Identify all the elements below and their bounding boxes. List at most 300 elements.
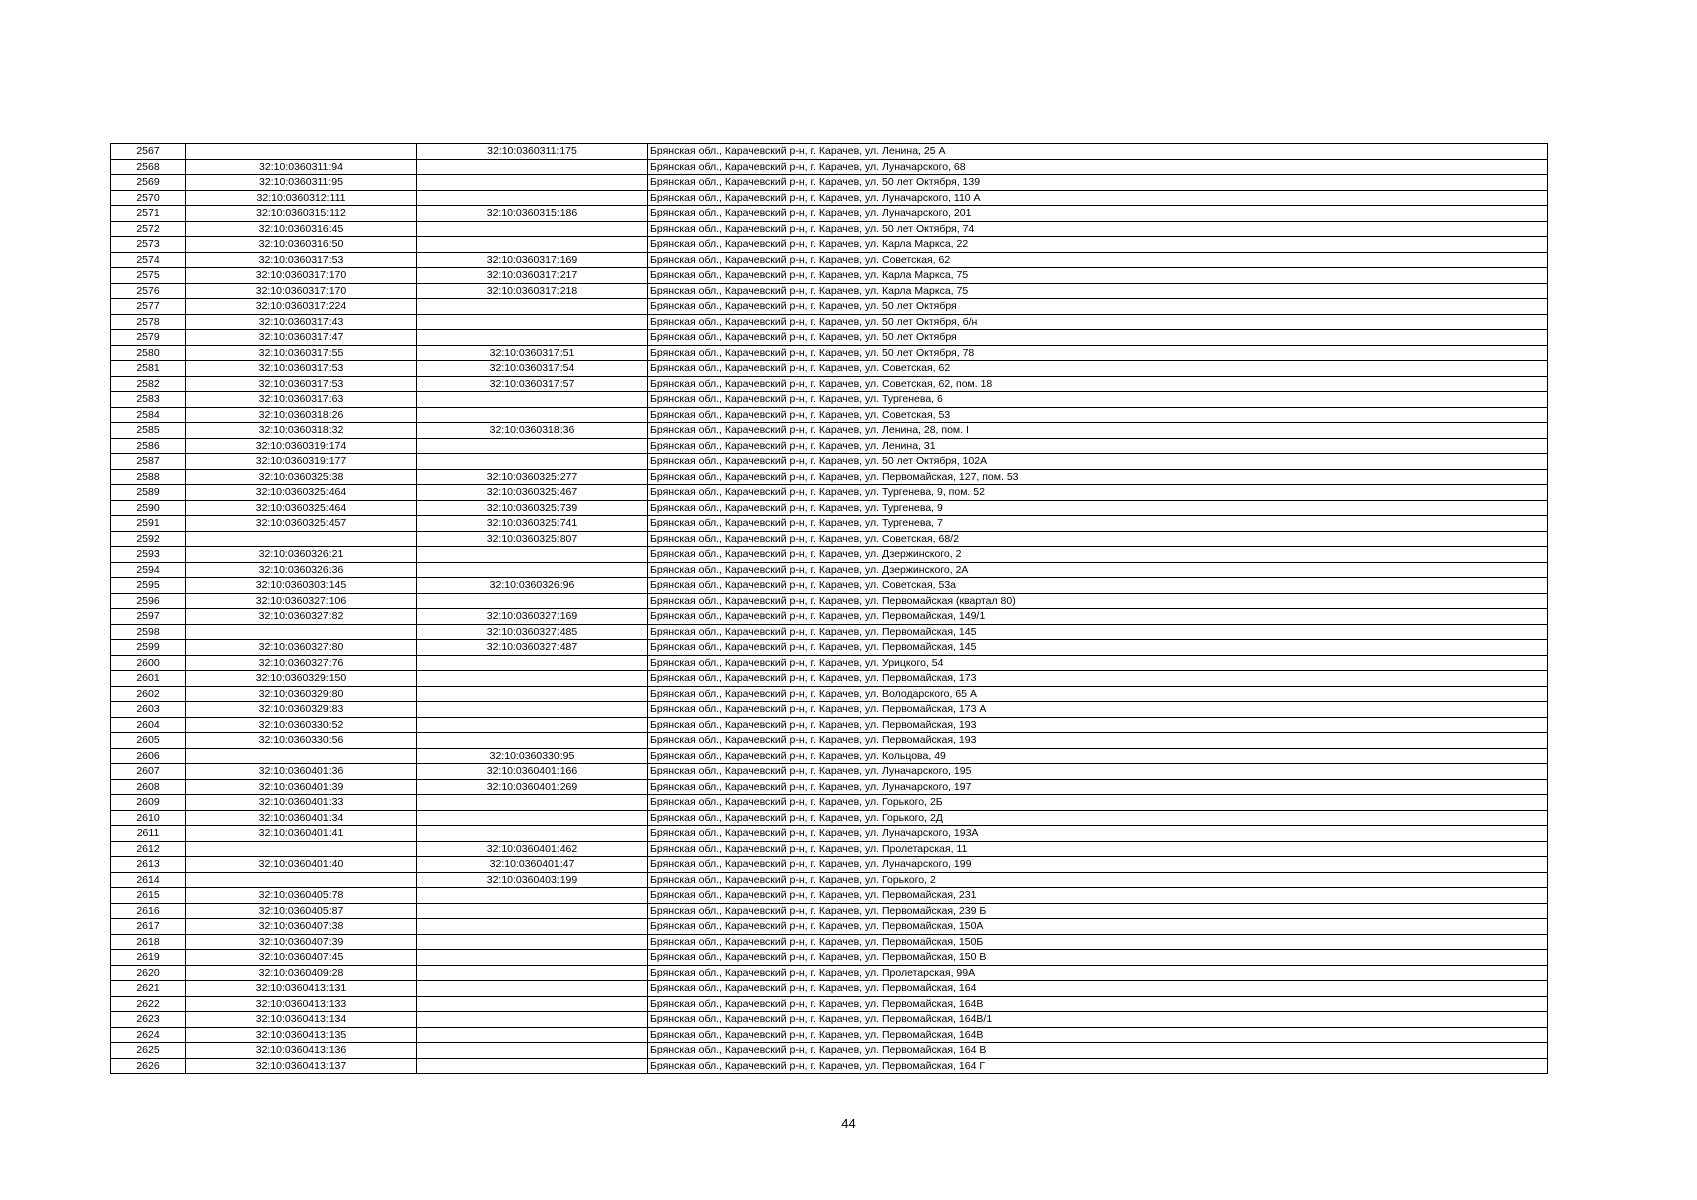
address-cell: Брянская обл., Карачевский р-н, г. Карачев, ул. Тургенева, 9, пом. 52	[648, 485, 1548, 501]
cadastral-number-cell	[186, 144, 417, 160]
related-cadastral-number-cell	[417, 981, 648, 997]
row-number-cell: 2617	[111, 919, 186, 935]
cadastral-number-cell: 32:10:0360407:38	[186, 919, 417, 935]
row-number-cell: 2572	[111, 221, 186, 237]
related-cadastral-number-cell	[417, 1043, 648, 1059]
related-cadastral-number-cell: 32:10:0360325:739	[417, 500, 648, 516]
table-row	[111, 981, 1548, 997]
cadastral-number-cell: 32:10:0360317:53	[186, 376, 417, 392]
row-number-cell: 2599	[111, 640, 186, 656]
cadastral-number-cell: 32:10:0360330:56	[186, 733, 417, 749]
cadastral-number-cell: 32:10:0360311:95	[186, 175, 417, 191]
address-cell: Брянская обл., Карачевский р-н, г. Карачев, ул. 50 лет Октября, 102А	[648, 454, 1548, 470]
row-number-cell: 2600	[111, 655, 186, 671]
related-cadastral-number-cell	[417, 562, 648, 578]
cadastral-number-cell: 32:10:0360317:53	[186, 361, 417, 377]
row-number-cell: 2574	[111, 252, 186, 268]
row-number-cell: 2603	[111, 702, 186, 718]
cadastral-number-cell: 32:10:0360401:33	[186, 795, 417, 811]
related-cadastral-number-cell: 32:10:0360317:169	[417, 252, 648, 268]
related-cadastral-number-cell	[417, 454, 648, 470]
table-row	[111, 593, 1548, 609]
cadastral-number-cell: 32:10:0360317:63	[186, 392, 417, 408]
row-number-cell: 2587	[111, 454, 186, 470]
related-cadastral-number-cell: 32:10:0360401:462	[417, 841, 648, 857]
address-cell: Брянская обл., Карачевский р-н, г. Карачев, ул. Ленина, 25 А	[648, 144, 1548, 160]
row-number-cell: 2608	[111, 779, 186, 795]
address-cell: Брянская обл., Карачевский р-н, г. Карачев, ул. Первомайская, 164В	[648, 996, 1548, 1012]
row-number-cell: 2610	[111, 810, 186, 826]
table-row	[111, 268, 1548, 284]
address-cell: Брянская обл., Карачевский р-н, г. Карачев, ул. Первомайская, 239 Б	[648, 903, 1548, 919]
table-row	[111, 423, 1548, 439]
table-row	[111, 469, 1548, 485]
row-number-cell: 2619	[111, 950, 186, 966]
row-number-cell: 2602	[111, 686, 186, 702]
address-cell: Брянская обл., Карачевский р-н, г. Карачев, ул. Первомайская, 145	[648, 640, 1548, 656]
table-row	[111, 903, 1548, 919]
row-number-cell: 2626	[111, 1058, 186, 1074]
row-number-cell: 2594	[111, 562, 186, 578]
row-number-cell: 2569	[111, 175, 186, 191]
page-number: 44	[841, 1116, 856, 1131]
row-number-cell: 2613	[111, 857, 186, 873]
cadastral-number-cell: 32:10:0360329:150	[186, 671, 417, 687]
cadastral-number-cell	[186, 531, 417, 547]
row-number-cell: 2623	[111, 1012, 186, 1028]
row-number-cell: 2584	[111, 407, 186, 423]
row-number-cell: 2624	[111, 1027, 186, 1043]
related-cadastral-number-cell	[417, 950, 648, 966]
row-number-cell: 2588	[111, 469, 186, 485]
table-row	[111, 609, 1548, 625]
address-cell: Брянская обл., Карачевский р-н, г. Карачев, ул. 50 лет Октября, 74	[648, 221, 1548, 237]
row-number-cell: 2576	[111, 283, 186, 299]
address-cell: Брянская обл., Карачевский р-н, г. Карачев, ул. Пролетарская, 11	[648, 841, 1548, 857]
table-row	[111, 206, 1548, 222]
row-number-cell: 2609	[111, 795, 186, 811]
address-cell: Брянская обл., Карачевский р-н, г. Карачев, ул. Карла Маркса, 75	[648, 268, 1548, 284]
cadastral-number-cell: 32:10:0360413:137	[186, 1058, 417, 1074]
address-cell: Брянская обл., Карачевский р-н, г. Карачев, ул. Первомайская, 149/1	[648, 609, 1548, 625]
related-cadastral-number-cell	[417, 221, 648, 237]
related-cadastral-number-cell	[417, 1058, 648, 1074]
cadastral-number-cell	[186, 872, 417, 888]
cadastral-number-cell: 32:10:0360312:111	[186, 190, 417, 206]
table-row	[111, 1043, 1548, 1059]
table-row	[111, 702, 1548, 718]
row-number-cell: 2590	[111, 500, 186, 516]
address-cell: Брянская обл., Карачевский р-н, г. Карачев, ул. Первомайская, 150А	[648, 919, 1548, 935]
row-number-cell: 2606	[111, 748, 186, 764]
cadastral-number-cell: 32:10:0360407:39	[186, 934, 417, 950]
row-number-cell: 2620	[111, 965, 186, 981]
address-cell: Брянская обл., Карачевский р-н, г. Карачев, ул. Дзержинского, 2А	[648, 562, 1548, 578]
row-number-cell: 2607	[111, 764, 186, 780]
address-cell: Брянская обл., Карачевский р-н, г. Карачев, ул. 50 лет Октября	[648, 330, 1548, 346]
address-cell: Брянская обл., Карачевский р-н, г. Карачев, ул. 50 лет Октября, 78	[648, 345, 1548, 361]
related-cadastral-number-cell	[417, 965, 648, 981]
address-cell: Брянская обл., Карачевский р-н, г. Карачев, ул. Горького, 2Б	[648, 795, 1548, 811]
address-cell: Брянская обл., Карачевский р-н, г. Карачев, ул. Тургенева, 6	[648, 392, 1548, 408]
table-row	[111, 438, 1548, 454]
address-cell: Брянская обл., Карачевский р-н, г. Карачев, ул. Советская, 62	[648, 252, 1548, 268]
cadastral-number-cell: 32:10:0360413:135	[186, 1027, 417, 1043]
table-row	[111, 640, 1548, 656]
address-cell: Брянская обл., Карачевский р-н, г. Карачев, ул. Советская, 68/2	[648, 531, 1548, 547]
cadastral-number-cell	[186, 624, 417, 640]
row-number-cell: 2586	[111, 438, 186, 454]
row-number-cell: 2585	[111, 423, 186, 439]
row-number-cell: 2577	[111, 299, 186, 315]
cadastral-number-cell: 32:10:0360330:52	[186, 717, 417, 733]
cadastral-number-cell: 32:10:0360327:82	[186, 609, 417, 625]
address-cell: Брянская обл., Карачевский р-н, г. Карачев, ул. Луначарского, 68	[648, 159, 1548, 175]
related-cadastral-number-cell: 32:10:0360401:47	[417, 857, 648, 873]
address-cell: Брянская обл., Карачевский р-н, г. Карачев, ул. Луначарского, 195	[648, 764, 1548, 780]
address-cell: Брянская обл., Карачевский р-н, г. Карачев, ул. Советская, 53	[648, 407, 1548, 423]
related-cadastral-number-cell: 32:10:0360317:57	[417, 376, 648, 392]
row-number-cell: 2593	[111, 547, 186, 563]
cadastral-number-cell: 32:10:0360303:145	[186, 578, 417, 594]
cadastral-number-cell	[186, 841, 417, 857]
related-cadastral-number-cell: 32:10:0360327:485	[417, 624, 648, 640]
address-cell: Брянская обл., Карачевский р-н, г. Карачев, ул. Первомайская, 193	[648, 717, 1548, 733]
table-row	[111, 965, 1548, 981]
cadastral-number-cell: 32:10:0360401:41	[186, 826, 417, 842]
row-number-cell: 2601	[111, 671, 186, 687]
table-row	[111, 547, 1548, 563]
table-row	[111, 733, 1548, 749]
row-number-cell: 2615	[111, 888, 186, 904]
related-cadastral-number-cell: 32:10:0360315:186	[417, 206, 648, 222]
related-cadastral-number-cell: 32:10:0360327:487	[417, 640, 648, 656]
related-cadastral-number-cell	[417, 314, 648, 330]
cadastral-number-cell: 32:10:0360405:87	[186, 903, 417, 919]
row-number-cell: 2580	[111, 345, 186, 361]
table-row	[111, 1012, 1548, 1028]
table-row	[111, 159, 1548, 175]
cadastral-number-cell: 32:10:0360317:55	[186, 345, 417, 361]
cadastral-number-cell: 32:10:0360401:36	[186, 764, 417, 780]
table-row	[111, 376, 1548, 392]
table-row	[111, 872, 1548, 888]
table-row	[111, 655, 1548, 671]
table-row	[111, 190, 1548, 206]
cadastral-number-cell: 32:10:0360317:53	[186, 252, 417, 268]
address-cell: Брянская обл., Карачевский р-н, г. Карачев, ул. Луначарского, 199	[648, 857, 1548, 873]
table-row	[111, 686, 1548, 702]
row-number-cell: 2614	[111, 872, 186, 888]
table-row	[111, 500, 1548, 516]
address-cell: Брянская обл., Карачевский р-н, г. Карачев, ул. Первомайская, 150 В	[648, 950, 1548, 966]
related-cadastral-number-cell: 32:10:0360317:51	[417, 345, 648, 361]
related-cadastral-number-cell	[417, 190, 648, 206]
cadastral-number-cell: 32:10:0360317:224	[186, 299, 417, 315]
related-cadastral-number-cell	[417, 407, 648, 423]
cadastral-number-cell: 32:10:0360316:45	[186, 221, 417, 237]
row-number-cell: 2581	[111, 361, 186, 377]
cadastral-number-cell: 32:10:0360319:174	[186, 438, 417, 454]
related-cadastral-number-cell: 32:10:0360330:95	[417, 748, 648, 764]
related-cadastral-number-cell: 32:10:0360317:54	[417, 361, 648, 377]
row-number-cell: 2598	[111, 624, 186, 640]
address-cell: Брянская обл., Карачевский р-н, г. Карачев, ул. Горького, 2Д	[648, 810, 1548, 826]
row-number-cell: 2625	[111, 1043, 186, 1059]
related-cadastral-number-cell	[417, 795, 648, 811]
address-cell: Брянская обл., Карачевский р-н, г. Карачев, ул. Первомайская, 164 Г	[648, 1058, 1548, 1074]
table-row	[111, 283, 1548, 299]
cadastral-number-cell: 32:10:0360311:94	[186, 159, 417, 175]
table-row	[111, 919, 1548, 935]
cadastral-number-cell: 32:10:0360317:43	[186, 314, 417, 330]
related-cadastral-number-cell: 32:10:0360317:218	[417, 283, 648, 299]
table-row	[111, 345, 1548, 361]
address-cell: Брянская обл., Карачевский р-н, г. Карачев, ул. Карла Маркса, 75	[648, 283, 1548, 299]
table-row	[111, 624, 1548, 640]
cadastral-number-cell: 32:10:0360318:26	[186, 407, 417, 423]
row-number-cell: 2567	[111, 144, 186, 160]
address-cell: Брянская обл., Карачевский р-н, г. Карачев, ул. Ленина, 28, пом. I	[648, 423, 1548, 439]
cadastral-number-cell: 32:10:0360329:83	[186, 702, 417, 718]
row-number-cell: 2583	[111, 392, 186, 408]
table-row	[111, 717, 1548, 733]
cadastral-number-cell: 32:10:0360327:76	[186, 655, 417, 671]
row-number-cell: 2571	[111, 206, 186, 222]
address-cell: Брянская обл., Карачевский р-н, г. Карачев, ул. Первомайская, 127, пом. 53	[648, 469, 1548, 485]
address-cell: Брянская обл., Карачевский р-н, г. Карачев, ул. Советская, 62, пом. 18	[648, 376, 1548, 392]
table-row	[111, 454, 1548, 470]
related-cadastral-number-cell	[417, 159, 648, 175]
related-cadastral-number-cell	[417, 888, 648, 904]
cadastral-number-cell: 32:10:0360413:134	[186, 1012, 417, 1028]
cadastral-number-cell: 32:10:0360413:131	[186, 981, 417, 997]
table-row	[111, 221, 1548, 237]
table-row	[111, 950, 1548, 966]
related-cadastral-number-cell	[417, 330, 648, 346]
related-cadastral-number-cell: 32:10:0360311:175	[417, 144, 648, 160]
table-row	[111, 888, 1548, 904]
cadastral-number-cell: 32:10:0360413:136	[186, 1043, 417, 1059]
cadastral-number-cell: 32:10:0360401:39	[186, 779, 417, 795]
table-row	[111, 996, 1548, 1012]
row-number-cell: 2575	[111, 268, 186, 284]
table-row	[111, 934, 1548, 950]
related-cadastral-number-cell	[417, 686, 648, 702]
table-row	[111, 485, 1548, 501]
row-number-cell: 2611	[111, 826, 186, 842]
cadastral-number-cell: 32:10:0360326:21	[186, 547, 417, 563]
row-number-cell: 2595	[111, 578, 186, 594]
address-cell: Брянская обл., Карачевский р-н, г. Карачев, ул. Урицкого, 54	[648, 655, 1548, 671]
row-number-cell: 2612	[111, 841, 186, 857]
table-row	[111, 857, 1548, 873]
address-cell: Брянская обл., Карачевский р-н, г. Карачев, ул. Тургенева, 9	[648, 500, 1548, 516]
cadastral-number-cell: 32:10:0360317:170	[186, 283, 417, 299]
related-cadastral-number-cell	[417, 1012, 648, 1028]
address-cell: Брянская обл., Карачевский р-н, г. Карачев, ул. Володарского, 65 А	[648, 686, 1548, 702]
cadastral-number-cell: 32:10:0360325:38	[186, 469, 417, 485]
address-cell: Брянская обл., Карачевский р-н, г. Карачев, ул. Первомайская, 164 В	[648, 1043, 1548, 1059]
related-cadastral-number-cell: 32:10:0360325:467	[417, 485, 648, 501]
address-cell: Брянская обл., Карачевский р-н, г. Карачев, ул. Первомайская, 231	[648, 888, 1548, 904]
row-number-cell: 2582	[111, 376, 186, 392]
table-row	[111, 237, 1548, 253]
related-cadastral-number-cell	[417, 996, 648, 1012]
related-cadastral-number-cell	[417, 438, 648, 454]
row-number-cell: 2621	[111, 981, 186, 997]
related-cadastral-number-cell	[417, 702, 648, 718]
cadastral-number-cell: 32:10:0360327:106	[186, 593, 417, 609]
row-number-cell: 2604	[111, 717, 186, 733]
cadastral-number-cell: 32:10:0360317:47	[186, 330, 417, 346]
table-row	[111, 1058, 1548, 1074]
cadastral-number-cell	[186, 748, 417, 764]
row-number-cell: 2568	[111, 159, 186, 175]
row-number-cell: 2605	[111, 733, 186, 749]
row-number-cell: 2578	[111, 314, 186, 330]
cadastral-number-cell: 32:10:0360413:133	[186, 996, 417, 1012]
related-cadastral-number-cell: 32:10:0360318:36	[417, 423, 648, 439]
cadastral-number-cell: 32:10:0360407:45	[186, 950, 417, 966]
related-cadastral-number-cell	[417, 547, 648, 563]
cadastral-number-cell: 32:10:0360318:32	[186, 423, 417, 439]
address-cell: Брянская обл., Карачевский р-н, г. Карачев, ул. Первомайская, 173	[648, 671, 1548, 687]
related-cadastral-number-cell	[417, 655, 648, 671]
table-row	[111, 578, 1548, 594]
related-cadastral-number-cell	[417, 237, 648, 253]
cadastral-number-cell: 32:10:0360326:36	[186, 562, 417, 578]
related-cadastral-number-cell: 32:10:0360325:741	[417, 516, 648, 532]
related-cadastral-number-cell: 32:10:0360326:96	[417, 578, 648, 594]
table-row	[111, 795, 1548, 811]
address-cell: Брянская обл., Карачевский р-н, г. Карачев, ул. 50 лет Октября, б/н	[648, 314, 1548, 330]
cadastral-number-cell: 32:10:0360401:40	[186, 857, 417, 873]
table-row	[111, 562, 1548, 578]
row-number-cell: 2573	[111, 237, 186, 253]
table-row	[111, 299, 1548, 315]
address-cell: Брянская обл., Карачевский р-н, г. Карачев, ул. Луначарского, 197	[648, 779, 1548, 795]
row-number-cell: 2591	[111, 516, 186, 532]
related-cadastral-number-cell: 32:10:0360325:807	[417, 531, 648, 547]
address-cell: Брянская обл., Карачевский р-н, г. Карачев, ул. Первомайская, 193	[648, 733, 1548, 749]
address-cell: Брянская обл., Карачевский р-н, г. Карачев, ул. Дзержинского, 2	[648, 547, 1548, 563]
table-row	[111, 407, 1548, 423]
cadastral-number-cell: 32:10:0360401:34	[186, 810, 417, 826]
row-number-cell: 2570	[111, 190, 186, 206]
related-cadastral-number-cell	[417, 934, 648, 950]
table-row	[111, 175, 1548, 191]
cadastral-number-cell: 32:10:0360409:28	[186, 965, 417, 981]
table-row	[111, 314, 1548, 330]
table-row	[111, 841, 1548, 857]
related-cadastral-number-cell	[417, 671, 648, 687]
cadastral-number-cell: 32:10:0360315:112	[186, 206, 417, 222]
address-cell: Брянская обл., Карачевский р-н, г. Карачев, ул. Первомайская (квартал 80)	[648, 593, 1548, 609]
address-cell: Брянская обл., Карачевский р-н, г. Карачев, ул. 50 лет Октября	[648, 299, 1548, 315]
row-number-cell: 2589	[111, 485, 186, 501]
related-cadastral-number-cell	[417, 919, 648, 935]
related-cadastral-number-cell	[417, 903, 648, 919]
property-registry-table	[110, 143, 1548, 1074]
cadastral-number-cell: 32:10:0360405:78	[186, 888, 417, 904]
table-row	[111, 516, 1548, 532]
address-cell: Брянская обл., Карачевский р-н, г. Карачев, ул. Луначарского, 193А	[648, 826, 1548, 842]
address-cell: Брянская обл., Карачевский р-н, г. Карачев, ул. Первомайская, 164В	[648, 1027, 1548, 1043]
address-cell: Брянская обл., Карачевский р-н, г. Карачев, ул. Кольцова, 49	[648, 748, 1548, 764]
address-cell: Брянская обл., Карачевский р-н, г. Карачев, ул. Пролетарская, 99А	[648, 965, 1548, 981]
address-cell: Брянская обл., Карачевский р-н, г. Карачев, ул. Советская, 53а	[648, 578, 1548, 594]
cadastral-number-cell: 32:10:0360325:464	[186, 485, 417, 501]
related-cadastral-number-cell	[417, 826, 648, 842]
cadastral-number-cell: 32:10:0360325:464	[186, 500, 417, 516]
row-number-cell: 2616	[111, 903, 186, 919]
address-cell: Брянская обл., Карачевский р-н, г. Карачев, ул. Советская, 62	[648, 361, 1548, 377]
address-cell: Брянская обл., Карачевский р-н, г. Карачев, ул. Первомайская, 145	[648, 624, 1548, 640]
related-cadastral-number-cell: 32:10:0360401:269	[417, 779, 648, 795]
address-cell: Брянская обл., Карачевский р-н, г. Карачев, ул. Первомайская, 150Б	[648, 934, 1548, 950]
row-number-cell: 2596	[111, 593, 186, 609]
related-cadastral-number-cell: 32:10:0360403:199	[417, 872, 648, 888]
related-cadastral-number-cell	[417, 392, 648, 408]
row-number-cell: 2622	[111, 996, 186, 1012]
related-cadastral-number-cell	[417, 733, 648, 749]
table-row	[111, 764, 1548, 780]
related-cadastral-number-cell	[417, 175, 648, 191]
table-row	[111, 826, 1548, 842]
row-number-cell: 2592	[111, 531, 186, 547]
table-row	[111, 1027, 1548, 1043]
cadastral-number-cell: 32:10:0360329:80	[186, 686, 417, 702]
table-row	[111, 531, 1548, 547]
table-row	[111, 810, 1548, 826]
address-cell: Брянская обл., Карачевский р-н, г. Карачев, ул. Карла Маркса, 22	[648, 237, 1548, 253]
row-number-cell: 2597	[111, 609, 186, 625]
table-row	[111, 748, 1548, 764]
address-cell: Брянская обл., Карачевский р-н, г. Карачев, ул. 50 лет Октября, 139	[648, 175, 1548, 191]
related-cadastral-number-cell: 32:10:0360317:217	[417, 268, 648, 284]
related-cadastral-number-cell	[417, 717, 648, 733]
address-cell: Брянская обл., Карачевский р-н, г. Карачев, ул. Горького, 2	[648, 872, 1548, 888]
address-cell: Брянская обл., Карачевский р-н, г. Карачев, ул. Луначарского, 110 А	[648, 190, 1548, 206]
cadastral-number-cell: 32:10:0360325:457	[186, 516, 417, 532]
cadastral-number-cell: 32:10:0360319:177	[186, 454, 417, 470]
related-cadastral-number-cell: 32:10:0360325:277	[417, 469, 648, 485]
table-row	[111, 392, 1548, 408]
table-row	[111, 671, 1548, 687]
table-row	[111, 361, 1548, 377]
registry-table-body	[111, 144, 1548, 1074]
related-cadastral-number-cell	[417, 299, 648, 315]
related-cadastral-number-cell	[417, 593, 648, 609]
related-cadastral-number-cell	[417, 810, 648, 826]
related-cadastral-number-cell: 32:10:0360327:169	[417, 609, 648, 625]
row-number-cell: 2579	[111, 330, 186, 346]
table-row	[111, 779, 1548, 795]
table-row	[111, 144, 1548, 160]
address-cell: Брянская обл., Карачевский р-н, г. Карачев, ул. Тургенева, 7	[648, 516, 1548, 532]
table-row	[111, 330, 1548, 346]
address-cell: Брянская обл., Карачевский р-н, г. Карачев, ул. Луначарского, 201	[648, 206, 1548, 222]
cadastral-number-cell: 32:10:0360317:170	[186, 268, 417, 284]
table-row	[111, 252, 1548, 268]
related-cadastral-number-cell: 32:10:0360401:166	[417, 764, 648, 780]
address-cell: Брянская обл., Карачевский р-н, г. Карачев, ул. Ленина, 31	[648, 438, 1548, 454]
related-cadastral-number-cell	[417, 1027, 648, 1043]
row-number-cell: 2618	[111, 934, 186, 950]
address-cell: Брянская обл., Карачевский р-н, г. Карачев, ул. Первомайская, 164	[648, 981, 1548, 997]
cadastral-number-cell: 32:10:0360327:80	[186, 640, 417, 656]
